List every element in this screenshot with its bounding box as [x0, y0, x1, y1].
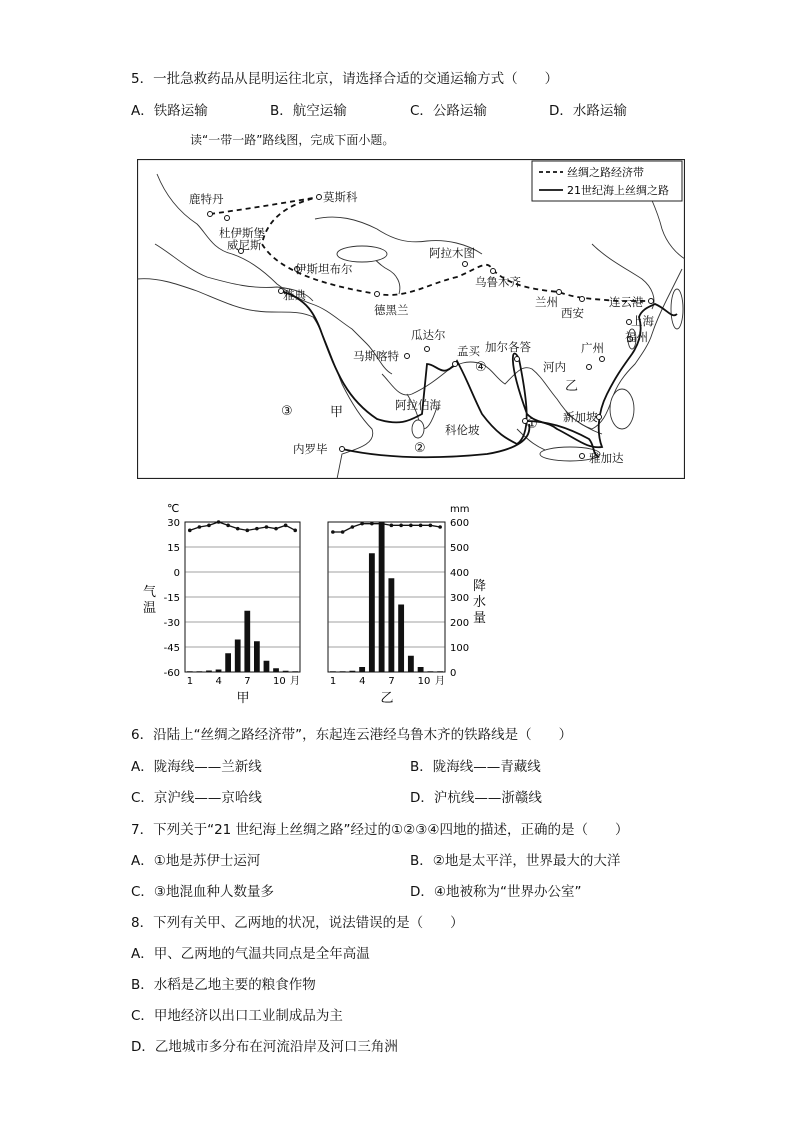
precip-bar-甲-3	[206, 671, 212, 673]
precip-bar-乙-9	[408, 656, 414, 672]
month-tick: 10	[417, 676, 431, 687]
temp-tick: -30	[163, 618, 180, 629]
precip-bar-乙-10	[418, 667, 424, 672]
month-unit: 月	[290, 676, 300, 687]
label-duisburg: 杜伊斯堡	[219, 226, 265, 240]
temp-point-甲-10	[274, 527, 278, 531]
month-tick: 7	[244, 676, 251, 687]
precip-bar-甲-1	[187, 671, 193, 672]
temp-tick: -60	[163, 668, 180, 679]
label-muscat: 马斯喀特	[353, 349, 399, 363]
q6-option-b: B．陇海线——青藏线	[410, 759, 541, 775]
label-lianyungang: 连云港	[609, 295, 644, 309]
climate-charts	[140, 500, 500, 710]
precip-bar-甲-7	[244, 611, 250, 672]
label-tehran: 德黑兰	[374, 303, 409, 317]
month-tick: 1	[186, 676, 194, 687]
label-marker-4: ④	[475, 360, 487, 375]
precip-axis-label-3: 量	[473, 611, 487, 626]
label-singapore: 新加坡	[563, 410, 598, 424]
precip-tick: 500	[450, 543, 470, 554]
temp-point-甲-5	[226, 524, 230, 528]
label-jia: 甲	[330, 405, 344, 420]
label-yi: 乙	[565, 379, 579, 394]
precip-bar-甲-4	[216, 670, 222, 673]
q6-option-c: C．京沪线——京哈线	[131, 790, 262, 806]
temp-tick: 15	[167, 543, 180, 554]
temp-point-乙-12	[438, 525, 442, 529]
label-athens: 雅典	[283, 288, 306, 302]
q6-option-d: D．沪杭线——浙赣线	[410, 790, 542, 806]
label-marker-3: ③	[281, 404, 293, 419]
temp-point-乙-10	[419, 524, 423, 528]
precip-bar-乙-11	[427, 671, 433, 672]
precip-tick: 100	[450, 643, 470, 654]
q8-stem: 8．下列有关甲、乙两地的状况，说法错误的是（ ）	[131, 915, 464, 931]
temp-point-甲-9	[265, 525, 269, 529]
label-nairobi: 内罗毕	[293, 442, 328, 456]
temp-point-甲-11	[284, 524, 288, 528]
q7-option-d: D．④地被称为“世界办公室”	[410, 884, 582, 900]
label-kolkata: 加尔各答	[485, 340, 531, 354]
label-istanbul: 伊斯坦布尔	[295, 262, 353, 276]
precip-bar-甲-11	[283, 671, 289, 672]
temp-point-乙-8	[399, 524, 403, 528]
temp-point-甲-4	[217, 520, 221, 524]
label-marker-2: ②	[414, 441, 426, 456]
month-tick: 7	[388, 676, 395, 687]
legend-maritime: 21世纪海上丝绸之路	[567, 184, 669, 197]
temp-point-乙-5	[370, 522, 374, 526]
reading-note: 读“一带一路”路线图，完成下面小题。	[190, 133, 395, 147]
temp-point-乙-7	[390, 524, 394, 528]
precip-bar-乙-4	[359, 667, 365, 672]
precip-bar-乙-2	[340, 671, 346, 672]
month-tick: 4	[359, 676, 366, 687]
precip-bar-乙-3	[349, 671, 355, 672]
label-marker-1: ①	[526, 417, 538, 432]
precip-tick: 200	[450, 618, 470, 629]
temp-unit: ℃	[167, 502, 180, 515]
temp-point-乙-1	[331, 530, 335, 534]
precip-bar-乙-7	[388, 578, 394, 672]
label-lanzhou: 兰州	[535, 295, 558, 309]
precip-unit: mm	[450, 504, 470, 515]
label-hanoi: 河内	[543, 360, 566, 374]
q6-option-a: A．陇海线——兰新线	[131, 759, 262, 775]
label-jakarta: 雅加达	[589, 451, 624, 465]
temp-point-乙-3	[351, 525, 355, 529]
q5-option-b: B．航空运输	[270, 103, 347, 119]
precip-bar-甲-9	[264, 661, 270, 672]
q8-option-d: D．乙地城市多分布在河流沿岸及河口三角洲	[131, 1039, 398, 1055]
label-venice: 威尼斯	[227, 238, 262, 252]
precip-axis-label-1: 降	[473, 579, 487, 594]
q5-stem: 5．一批急救药品从昆明运往北京，请选择合适的交通运输方式（ ）	[131, 71, 559, 87]
temp-point-甲-1	[188, 529, 192, 533]
q5-option-c: C．公路运输	[410, 103, 487, 119]
precip-bar-甲-8	[254, 641, 260, 672]
precip-bar-乙-5	[369, 553, 375, 672]
chart-name-乙: 乙	[380, 691, 394, 706]
label-fuzhou: 福州	[625, 330, 648, 344]
precip-bar-乙-8	[398, 605, 404, 673]
label-moscow: 莫斯科	[323, 190, 358, 204]
precip-bar-甲-10	[273, 668, 279, 672]
label-mumbai: 孟买	[457, 344, 480, 358]
temp-point-乙-4	[360, 522, 364, 526]
temp-point-乙-6	[380, 522, 384, 526]
temp-point-乙-9	[409, 524, 413, 528]
belt-road-map	[137, 159, 685, 479]
precip-bar-乙-12	[437, 671, 443, 672]
q5-option-a: A．铁路运输	[131, 103, 208, 119]
label-almaty: 阿拉木图	[429, 246, 475, 260]
label-gwadar: 瓜达尔	[411, 328, 446, 342]
q8-option-c: C．甲地经济以出口工业制成品为主	[131, 1008, 343, 1024]
temp-axis-label-2: 温	[143, 601, 157, 616]
temp-point-甲-3	[207, 524, 211, 528]
map-legend	[532, 161, 682, 201]
temp-tick: 30	[167, 518, 180, 529]
temp-point-甲-8	[255, 527, 259, 531]
chart-name-甲: 甲	[236, 691, 250, 706]
precip-tick: 0	[450, 668, 457, 679]
temp-point-甲-2	[198, 525, 202, 529]
temp-point-乙-2	[341, 530, 345, 534]
month-tick: 4	[215, 676, 222, 687]
label-guangzhou: 广州	[581, 341, 604, 355]
label-urumqi: 乌鲁木齐	[475, 275, 521, 289]
q5-option-d: D．水路运输	[549, 103, 627, 119]
q7-stem: 7．下列关于“21 世纪海上丝绸之路”经过的①②③④四地的描述，正确的是（ ）	[131, 822, 629, 838]
precip-tick: 400	[450, 568, 470, 579]
temp-tick: -15	[163, 593, 180, 604]
month-tick: 10	[273, 676, 286, 687]
precip-tick: 300	[450, 593, 470, 604]
precip-bar-甲-6	[235, 640, 241, 673]
q8-option-b: B．水稻是乙地主要的粮食作物	[131, 977, 316, 993]
q8-option-a: A．甲、乙两地的气温共同点是全年高温	[131, 946, 370, 962]
q7-option-b: B．②地是太平洋，世界最大的大洋	[410, 853, 621, 869]
label-colombo: 科伦坡	[445, 423, 480, 437]
precip-axis-label-2: 水	[473, 595, 487, 610]
q6-stem: 6．沿陆上“丝绸之路经济带”，东起连云港经乌鲁木齐的铁路线是（ ）	[131, 727, 573, 743]
precip-tick: 600	[450, 518, 470, 529]
month-tick: 1	[329, 676, 337, 687]
precip-bar-甲-2	[197, 671, 203, 672]
temp-point-甲-12	[293, 529, 297, 533]
temp-tick: -45	[163, 643, 180, 654]
temp-axis-label-1: 气	[143, 585, 157, 600]
precip-bar-乙-6	[379, 522, 385, 672]
temp-tick: 0	[173, 568, 180, 579]
q7-option-a: A．①地是苏伊士运河	[131, 853, 261, 869]
label-arabian-sea: 阿拉伯海	[395, 398, 441, 412]
precip-bar-乙-1	[330, 671, 336, 672]
label-rotterdam: 鹿特丹	[189, 192, 224, 206]
q7-option-c: C．③地混血种人数量多	[131, 884, 275, 900]
temp-point-甲-7	[245, 529, 249, 533]
month-unit: 月	[435, 676, 445, 687]
precip-bar-甲-5	[225, 653, 231, 672]
temp-point-甲-6	[236, 527, 240, 531]
label-xian: 西安	[561, 306, 584, 320]
precip-bar-甲-12	[292, 671, 298, 672]
legend-belt: 丝绸之路经济带	[567, 166, 644, 179]
temp-point-乙-11	[429, 524, 433, 528]
label-shanghai: 上海	[631, 314, 654, 328]
